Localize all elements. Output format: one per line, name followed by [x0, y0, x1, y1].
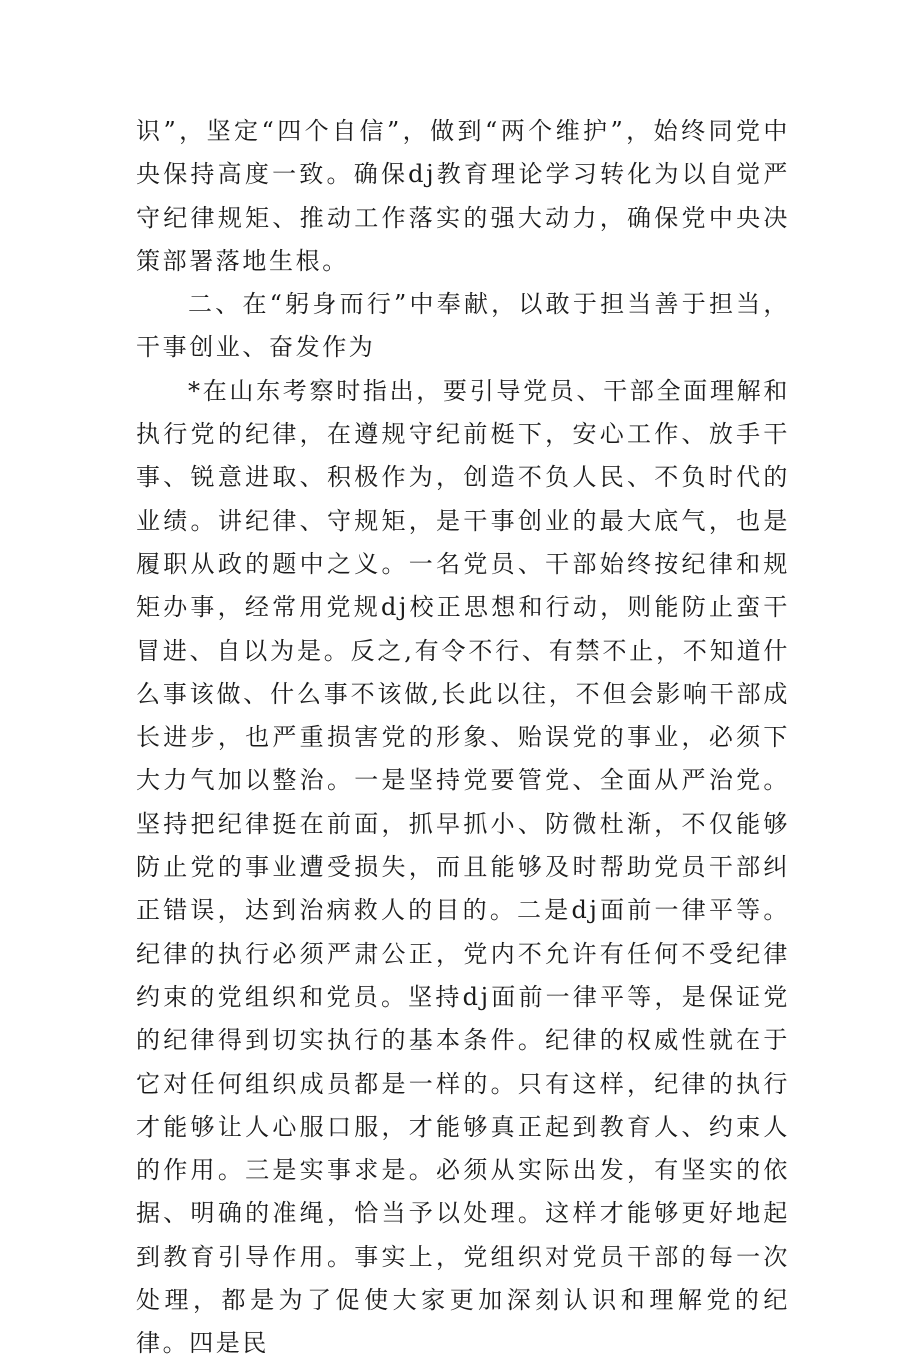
document-body [136, 110, 790, 1366]
body-paragraph: *在山东考察时指出，要引导党员、干部全面理解和执行党的纪律，在遵规守纪前梃下，安心工作、放手干事、锐意进取、积极作为，创造不负人民、不负时代的业绩。讲纪律、守规矩，是干事创业的最大底气，也是履职从政的题中之义。一名党员、干部始终按纪律和规矩办事，经常用党规dj校正思想和行动，则能防止蛮干冒进、自以为是。反之,有令不行、有禁不止，不知道什么事该做、什么事不该做,长此以往，不但会影响干部成长进步，也严重损害党的形象、贻误党的事业，必须下大力气加以整治。一是坚持党要管党、全面从严治党。坚持把纪律挺在前面，抓早抓小、防微杜渐，不仅能够防止党的事业遭受损失，而且能够及时帮助党员干部纠正错误，达到治病救人的目的。二是dj面前一律平等。纪律的执行必须严肃公正，党内不允许有任何不受纪律约束的党组织和党员。坚持dj面前一律平等，是保证党的纪律得到切实执行的基本条件。纪律的权威性就在于它对任何组织成员都是一样的。只有这样，纪律的执行才能够让人心服口服，才能够真正起到教育人、约束人的作用。三是实事求是。必须从实际出发，有坚实的依据、明确的准绳，恰当予以处理。这样才能够更好地起到教育引导作用。事实上，党组织对党员干部的每一次处理，都是为了促使大家更加深刻认识和理解党的纪律。四是民 [136, 376, 790, 1358]
section-heading: 二、在“躬身而行”中奉献，以敢于担当善于担当，干事创业、奋发作为 [136, 290, 790, 362]
paragraph-continuation: 识”，坚定“四个自信”，做到“两个维护”，始终同党中央保持高度一致。确保dj教育理论学习转化为以自觉严守纪律规矩、推动工作落实的强大动力，确保党中央决策部署落地生根。 [136, 117, 790, 275]
